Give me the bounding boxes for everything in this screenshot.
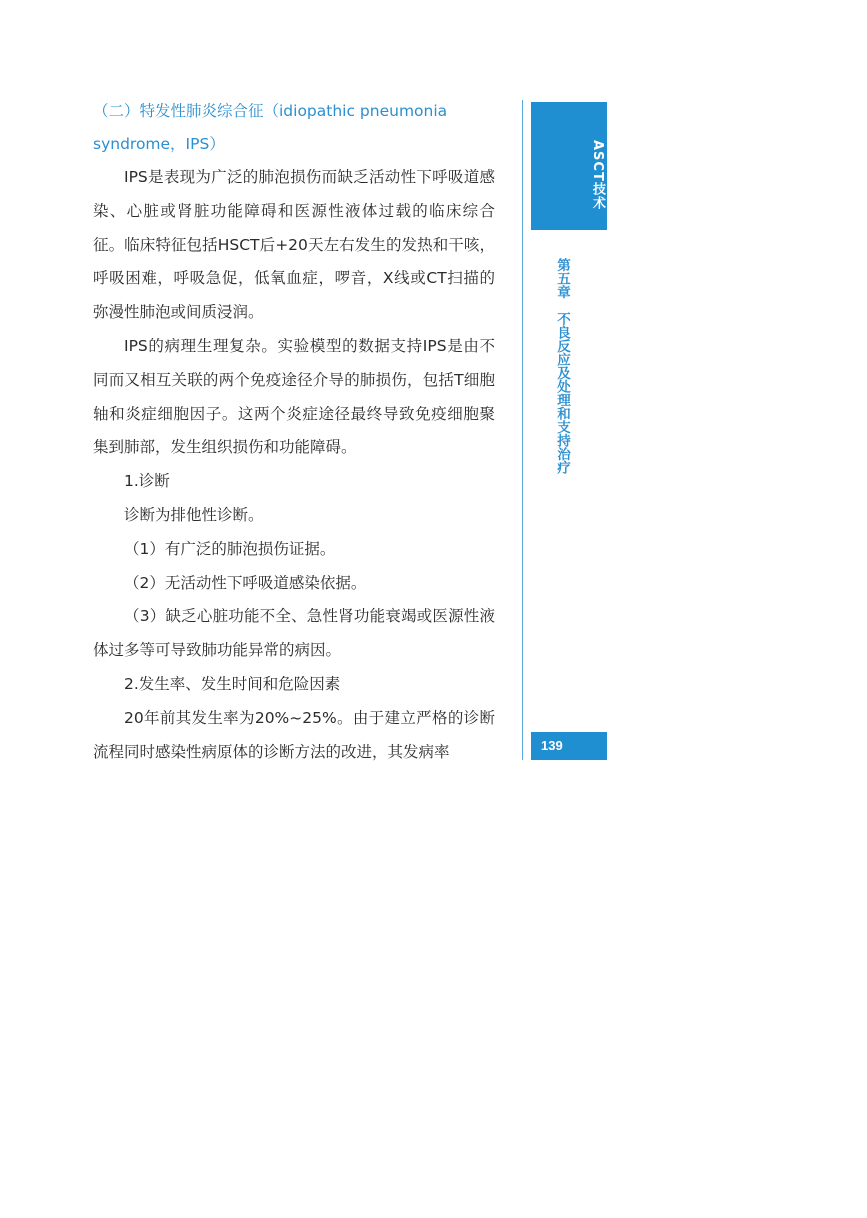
page-number-tab — [531, 732, 607, 760]
paragraph-definition: IPS是表现为广泛的肺泡损伤而缺乏活动性下呼吸道感染、心脏或肾脏功能障碍和医源性液体过载的临床综合征。临床特征包括HSCT后+20天左右发生的发热和干咳，呼吸困难，呼吸急促，低氧血症，啰音，X线或CT扫描的弥漫性肺泡或间质浸润。 — [93, 168, 495, 322]
criteria-item-2: （2）无活动性下呼吸道感染依据。 — [124, 573, 367, 592]
paragraph-diagnosis-intro: 诊断为排他性诊断。 — [124, 505, 264, 524]
subheading-incidence: 2.发生率、发生时间和危险因素 — [124, 674, 341, 693]
paragraph-incidence: 20年前其发生率为20%~25%。由于建立严格的诊断流程同时感染性病原体的诊断方法的改进，其发病率 — [93, 708, 495, 761]
section-heading — [93, 95, 495, 161]
criteria-item-3: （3）缺乏心脏功能不全、急性肾功能衰竭或医源性液体过多等可导致肺功能异常的病因。 — [93, 607, 495, 660]
section-heading-line2: syndrome，IPS） — [93, 135, 225, 153]
chapter-title-vertical: 第五章 不良反应及处理和支持治疗 — [554, 258, 570, 474]
criteria-item-1: （1）有广泛的肺泡损伤证据。 — [124, 539, 336, 558]
section-tab — [531, 102, 607, 230]
page-number: 139 — [541, 738, 563, 753]
main-text-column — [93, 95, 495, 769]
paragraph-pathophysiology: IPS的病理生理复杂。实验模型的数据支持IPS是由不同而又相互关联的两个免疫途径介导的肺损伤，包括T细胞轴和炎症细胞因子。这两个炎症途径最终导致免疫细胞聚集到肺部，发生组织损伤和功能障碍。 — [93, 336, 495, 457]
section-heading-line1: （二）特发性肺炎综合征（idiopathic pneumonia — [93, 102, 448, 120]
margin-divider — [522, 100, 523, 760]
section-tab-label: ASCT技术 — [590, 140, 605, 210]
subheading-diagnosis: 1.诊断 — [124, 472, 170, 491]
